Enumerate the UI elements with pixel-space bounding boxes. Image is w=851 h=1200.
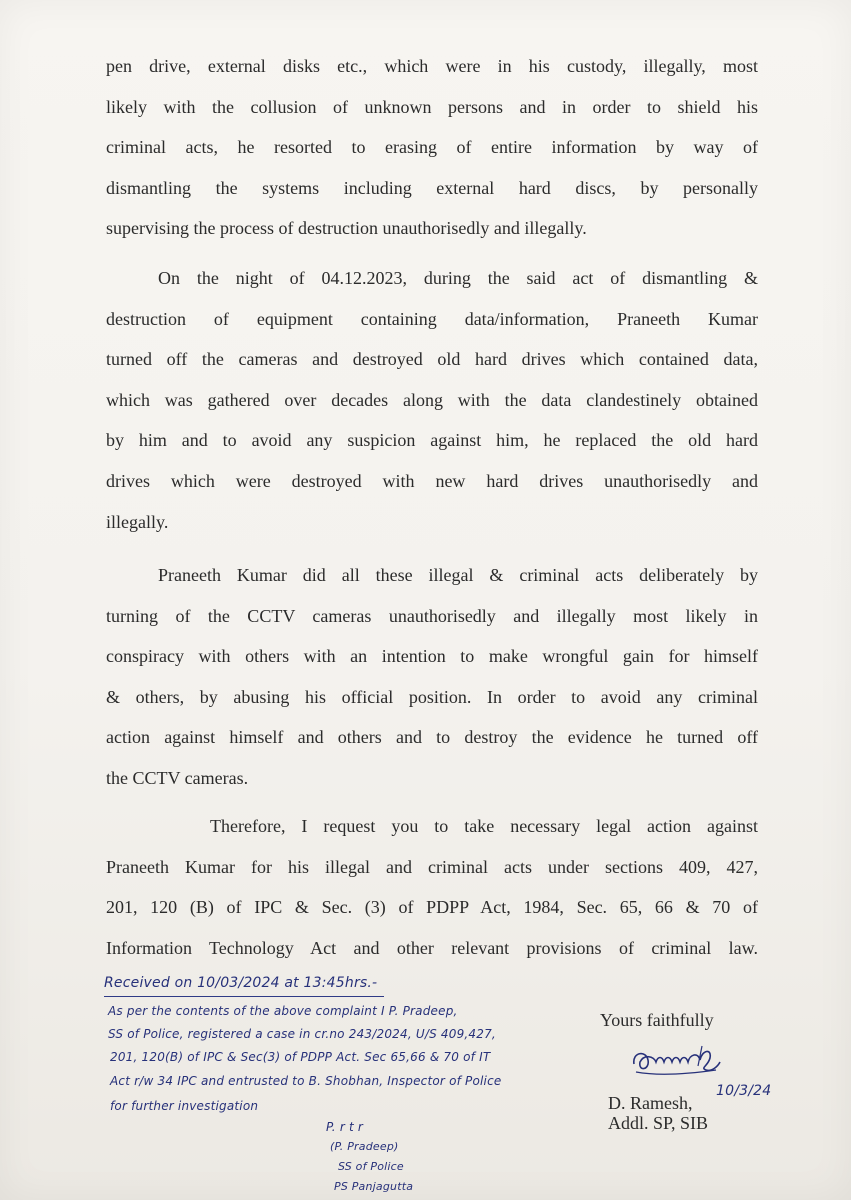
text-line: which was gathered over decades along with the data clandestinely obtained xyxy=(106,389,758,410)
text-line: likely with the collusion of unknown persons and in order to shield his xyxy=(106,96,758,117)
text-line: Praneeth Kumar for his illegal and criminal acts under sections 409, 427, xyxy=(106,856,758,877)
endorsement-line: for further investigation xyxy=(110,1099,259,1113)
text-line: criminal acts, he resorted to erasing of entire information by way of xyxy=(106,137,758,158)
received-note: Received on 10/03/2024 at 13:45hrs.- xyxy=(104,975,378,991)
sign-date: 10/3/24 xyxy=(716,1083,772,1099)
text-line: Praneeth Kumar did all these illegal & criminal acts deliberately by xyxy=(158,565,758,585)
text-line: the CCTV cameras. xyxy=(106,767,249,788)
text-line: action against himself and others and to destroy the evidence he turned off xyxy=(106,727,758,748)
text-line: Information Technology Act and other relevant provisions of criminal law. xyxy=(106,937,758,958)
text-line: destruction of equipment containing data/information, Praneeth Kumar xyxy=(106,308,758,329)
text-line: & others, by abusing his official position. In order to avoid any criminal xyxy=(106,686,758,707)
text-line: illegally. xyxy=(106,511,169,532)
signatory-name: D. Ramesh, xyxy=(608,1093,693,1113)
paragraph-1 xyxy=(106,46,758,249)
text-line: by him and to avoid any suspicion against him, he replaced the old hard xyxy=(106,430,758,451)
text-line: supervising the process of destruction unauthorisedly and illegally. xyxy=(106,218,587,239)
text-line: conspiracy with others with an intention to make wrongful gain for himself xyxy=(106,646,758,667)
text-line: turning of the CCTV cameras unauthorisedly and illegally most likely in xyxy=(106,605,758,626)
text-line: dismantling the systems including external hard discs, by personally xyxy=(106,177,758,198)
signatory-designation: Addl. SP, SIB xyxy=(608,1113,709,1133)
paragraph-2 xyxy=(106,258,758,542)
officer-name: (P. Pradeep) xyxy=(330,1140,399,1153)
officer-station: PS Panjagutta xyxy=(334,1180,414,1193)
received-underline xyxy=(104,996,384,997)
text-line: Therefore, I request you to take necessary legal action against xyxy=(210,816,758,836)
endorsement-line: As per the contents of the above complaint I P. Pradeep, xyxy=(108,1004,458,1018)
salutation: Yours faithfully xyxy=(600,1010,714,1030)
text-line: 201, 120 (B) of IPC & Sec. (3) of PDPP Act, 1984, Sec. 65, 66 & 70 of xyxy=(106,897,758,918)
text-line: On the night of 04.12.2023, during the said act of dismantling & xyxy=(158,268,758,288)
officer-designation: SS of Police xyxy=(338,1160,404,1173)
endorsement-line: 201, 120(B) of IPC & Sec(3) of PDPP Act. Sec 65,66 & 70 of IT xyxy=(110,1050,491,1064)
paragraph-4 xyxy=(106,806,758,968)
officer-initials: P. r t r xyxy=(326,1120,364,1134)
text-line: drives which were destroyed with new hard drives unauthorisedly and xyxy=(106,470,758,491)
text-line: pen drive, external disks etc., which were in his custody, illegally, most xyxy=(106,56,758,76)
paragraph-3 xyxy=(106,555,758,799)
signature-image xyxy=(628,1040,723,1082)
endorsement-line: Act r/w 34 IPC and entrusted to B. Shobhan, Inspector of Police xyxy=(110,1074,502,1088)
endorsement-line: SS of Police, registered a case in cr.no 243/2024, U/S 409,427, xyxy=(108,1027,496,1041)
text-line: turned off the cameras and destroyed old hard drives which contained data, xyxy=(106,349,758,370)
